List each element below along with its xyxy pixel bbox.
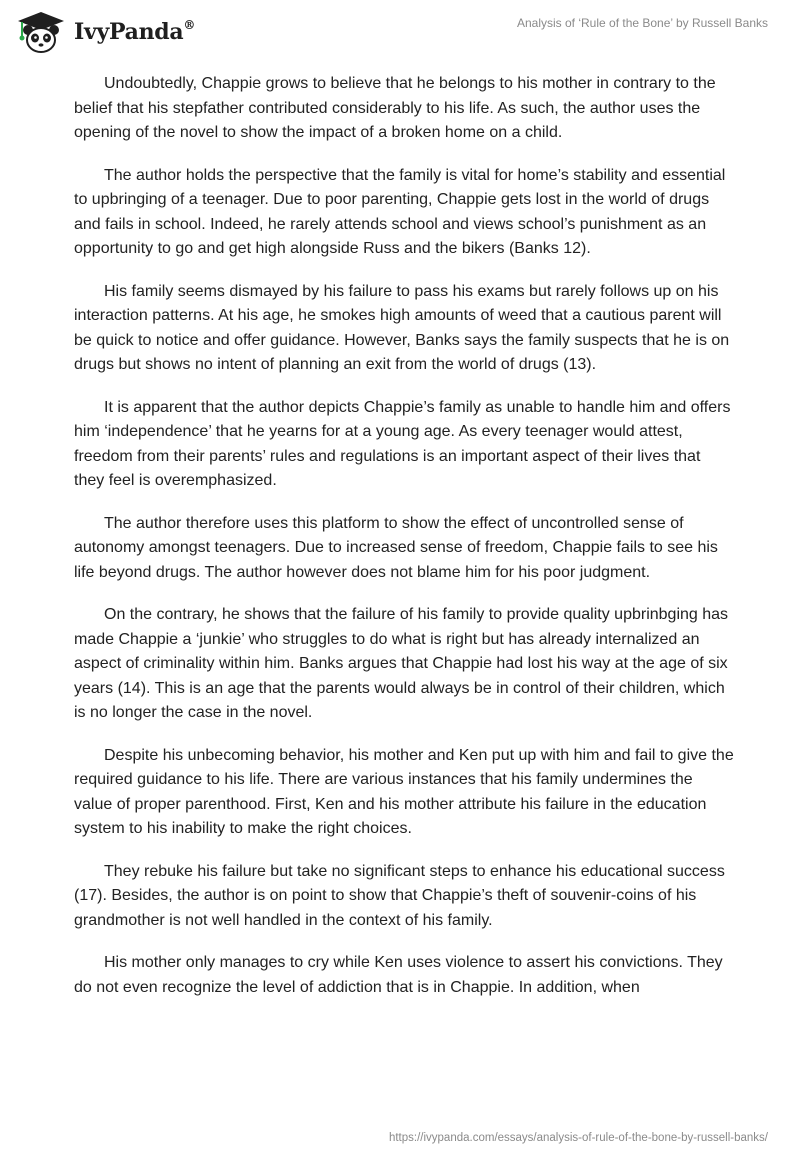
paragraph: Undoubtedly, Chappie grows to believe that he belongs to his mother in contrary to the belief that his stepfather contributed considerably to his life. As such, the author uses the opening of the novel to show the impact of a broken home on a child. — [74, 75, 716, 141]
brand-logo[interactable] — [14, 10, 195, 54]
page-header — [0, 0, 800, 60]
paragraph: It is apparent that the author depicts Chappie’s family as unable to handle him and offers him ‘independence’ that he yearns for at a young age. As every teenager would attest, freedom from their parents’ rules and regulations is an important aspect of their lives that they feel is overemphasized. — [74, 398, 731, 489]
panda-graduate-icon — [14, 10, 68, 54]
article-body — [74, 72, 734, 1018]
source-url-link[interactable]: https://ivypanda.com/essays/analysis-of-rule-of-the-bone-by-russell-banks/ — [388, 1132, 768, 1144]
paragraph: His family seems dismayed by his failure to pass his exams but rarely follows up on his interaction patterns. At his age, he smokes high amounts of weed that a cautious parent will be quick to notice and offer guidance. However, Banks says the family suspects that he is on drugs but shows no intent of planning an exit from the world of drugs (13). — [74, 282, 730, 373]
paragraph: They rebuke his failure but take no significant steps to enhance his educational success (17). Besides, the author is on point to show that Chappie’s theft of souvenir-coins of his grandmother is not well handled in the context of his family. — [74, 862, 725, 929]
paragraph: The author therefore uses this platform to show the effect of uncontrolled sense of autonomy amongst teenagers. Due to increased sense of freedom, Chappie fails to see his life beyond drugs. The author however does not blame him for his poor judgment. — [74, 514, 718, 581]
brand-name: IvyPanda® — [74, 17, 196, 45]
paragraph: The author holds the perspective that the family is vital for home’s stability and essential to upbringing of a teenager. Due to poor parenting, Chappie gets lost in the world of drugs and fails in school. Indeed, he rarely attends school and views school’s punishment as an opportunity to go and get high alongside Russ and the bikers (Banks 12). — [74, 166, 726, 257]
document-title: Analysis of ‘Rule of the Bone’ by Russell Banks — [516, 16, 768, 30]
paragraph: On the contrary, he shows that the failure of his family to provide quality upbrinbging has made Chappie a ‘junkie’ who struggles to do what is right but has already internalized an aspect of criminality within him. Banks argues that Chappie had lost his way at the age of six years (14). This is an age that the parents would always be in control of their children, which is no longer the case in the novel. — [74, 606, 729, 721]
paragraph: Despite his unbecoming behavior, his mother and Ken put up with him and fail to give the required guidance to his life. There are various instances that his family undermines the value of proper parenthood. First, Ken and his mother attribute his failure in the education system to his inability to make the right choices. — [74, 746, 734, 837]
paragraph: His mother only manages to cry while Ken uses violence to assert his convictions. They do not even recognize the level of addiction that is in Chappie. In addition, when — [74, 954, 723, 996]
